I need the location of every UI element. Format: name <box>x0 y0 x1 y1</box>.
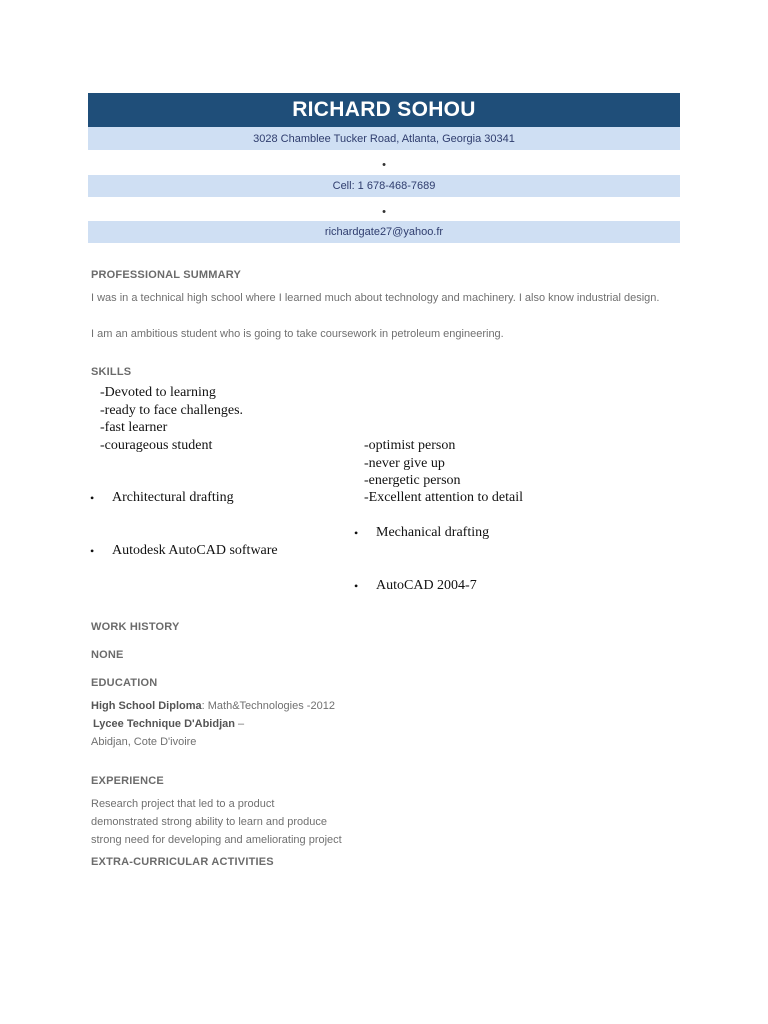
separator-row <box>88 155 680 175</box>
summary-line-2: I am an ambitious student who is going to take coursework in petroleum engineering. <box>91 328 504 340</box>
education-school-line <box>93 718 244 730</box>
email-row <box>88 221 680 243</box>
work-history-value: NONE <box>91 649 124 661</box>
phone-row <box>88 175 680 197</box>
bullet-icon: • <box>90 491 95 505</box>
skill-bullet-item: AutoCAD 2004-7 <box>376 578 477 593</box>
name-banner <box>88 93 680 127</box>
skill-item: -optimist person <box>364 438 456 453</box>
skill-bullet-item: Autodesk AutoCAD software <box>112 543 278 558</box>
degree-detail: : Math&Technologies -2012 <box>201 700 335 712</box>
experience-line: demonstrated strong ability to learn and produce <box>91 816 328 828</box>
skill-item: -ready to face challenges. <box>100 403 244 418</box>
school-suffix: – <box>234 718 245 730</box>
separator-row-2 <box>88 202 680 222</box>
address-row <box>88 127 680 150</box>
skill-bullet-item: Mechanical drafting <box>376 525 490 540</box>
skill-item: -courageous student <box>100 438 213 453</box>
experience-line: Research project that led to a product <box>91 798 275 810</box>
phone-text: Cell: 1 678-468-7689 <box>332 180 436 192</box>
skill-item: -energetic person <box>364 473 461 488</box>
skill-item: -Devoted to learning <box>100 385 216 400</box>
experience-title: EXPERIENCE <box>91 775 164 787</box>
separator-dot: • <box>382 206 386 218</box>
summary-line-1: I was in a technical high school where I learned much about technology and machinery. I also know industrial design. <box>91 292 660 304</box>
work-history-title: WORK HISTORY <box>91 621 180 633</box>
bullet-icon: • <box>354 579 359 593</box>
candidate-name: RICHARD SOHOU <box>292 98 476 121</box>
bullet-icon: • <box>354 526 359 540</box>
extracurricular-title: EXTRA-CURRICULAR ACTIVITIES <box>91 856 274 868</box>
address-text: 3028 Chamblee Tucker Road, Atlanta, Georgia 30341 <box>253 132 515 145</box>
summary-title: PROFESSIONAL SUMMARY <box>91 269 242 281</box>
education-location: Abidjan, Cote D'ivoire <box>91 736 197 748</box>
skill-item: -fast learner <box>100 420 168 435</box>
degree-name: High School Diploma <box>91 700 202 712</box>
education-title: EDUCATION <box>91 677 158 689</box>
experience-line: strong need for developing and ameliorating project <box>91 834 342 846</box>
school-name: Lycee Technique D'Abidjan <box>93 718 235 730</box>
skills-title: SKILLS <box>91 366 132 378</box>
separator-dot: • <box>382 159 386 171</box>
skill-bullet-item: Architectural drafting <box>112 490 234 505</box>
bullet-icon: • <box>90 544 95 558</box>
skill-item: -never give up <box>364 456 445 471</box>
skill-item: -Excellent attention to detail <box>364 490 523 505</box>
email-text: richardgate27@yahoo.fr <box>324 226 444 238</box>
education-degree-line <box>91 700 335 712</box>
